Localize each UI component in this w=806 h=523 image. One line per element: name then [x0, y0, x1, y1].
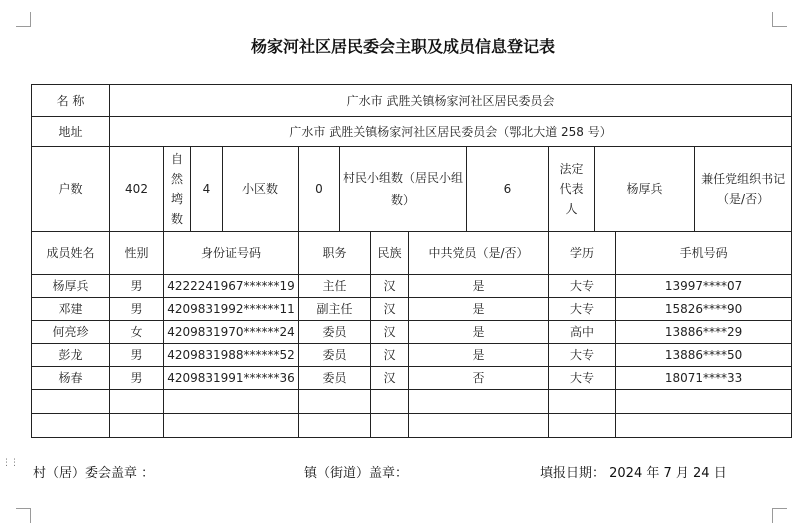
cell-phone: 13886****50 [616, 344, 792, 367]
cell-gender: 男 [110, 367, 164, 390]
table-row [32, 367, 792, 390]
cell-name: 彭龙 [32, 344, 110, 367]
cell-education: 高中 [549, 321, 616, 344]
header-party-member: 中共党员（是/否） [409, 232, 549, 275]
table-row [32, 298, 792, 321]
cell-ethnicity: 汉 [371, 275, 409, 298]
address-label: 地址 [32, 117, 110, 147]
small-districts-label: 小区数 [223, 147, 299, 232]
cell-phone: 13997****07 [616, 275, 792, 298]
header-phone: 手机号码 [616, 232, 792, 275]
crop-mark-bottom-right [772, 508, 787, 523]
empty-row [32, 414, 792, 438]
name-value: 广水市 武胜关镇杨家河社区居民委员会 [110, 85, 792, 117]
village-groups-label: 村民小组数（居民小组数） [340, 147, 467, 232]
cell-id-number: 4209831988******52 [164, 344, 299, 367]
cell-party-member: 是 [409, 344, 549, 367]
cell-name: 杨春 [32, 367, 110, 390]
address-value: 广水市 武胜关镇杨家河社区居民委员会（鄂北大道 258 号） [110, 117, 792, 147]
crop-mark-top-left [16, 12, 31, 27]
crop-mark-top-right [772, 12, 787, 27]
cell-party-member: 否 [409, 367, 549, 390]
header-name: 成员姓名 [32, 232, 110, 275]
cell-name: 杨厚兵 [32, 275, 110, 298]
legal-rep-value: 杨厚兵 [595, 147, 695, 232]
empty-row [32, 390, 792, 414]
cell-id-number: 4209831992******11 [164, 298, 299, 321]
cell-position: 委员 [299, 344, 371, 367]
header-id-number: 身份证号码 [164, 232, 299, 275]
cell-name: 何亮珍 [32, 321, 110, 344]
cell-name: 邓建 [32, 298, 110, 321]
table-row [32, 275, 792, 298]
header-position: 职务 [299, 232, 371, 275]
header-gender: 性别 [110, 232, 164, 275]
natural-villages-label: 自然塆数 [164, 147, 191, 232]
party-secretary-label: 兼任党组织书记（是/否） [695, 147, 792, 232]
cell-party-member: 是 [409, 275, 549, 298]
header-ethnicity: 民族 [371, 232, 409, 275]
cell-ethnicity: 汉 [371, 344, 409, 367]
cell-party-member: 是 [409, 321, 549, 344]
cell-ethnicity: 汉 [371, 298, 409, 321]
cell-gender: 男 [110, 275, 164, 298]
cell-education: 大专 [549, 275, 616, 298]
name-label: 名 称 [32, 85, 110, 117]
cell-ethnicity: 汉 [371, 321, 409, 344]
cell-education: 大专 [549, 344, 616, 367]
natural-villages-value: 4 [191, 147, 223, 232]
cell-phone: 13886****29 [616, 321, 792, 344]
cell-ethnicity: 汉 [371, 367, 409, 390]
cell-position: 委员 [299, 321, 371, 344]
cell-gender: 男 [110, 298, 164, 321]
cell-position: 委员 [299, 367, 371, 390]
cell-id-number: 4222241967******19 [164, 275, 299, 298]
cell-party-member: 是 [409, 298, 549, 321]
registration-table [31, 84, 792, 438]
cell-gender: 女 [110, 321, 164, 344]
page-title: 杨家河社区居民委会主职及成员信息登记表 [250, 37, 555, 56]
cell-position: 主任 [299, 275, 371, 298]
legal-rep-label: 法定代表人 [549, 147, 595, 232]
table-row [32, 321, 792, 344]
cell-gender: 男 [110, 344, 164, 367]
cell-phone: 15826****90 [616, 298, 792, 321]
header-education: 学历 [549, 232, 616, 275]
town-seal-label: 镇（街道）盖章： [304, 466, 409, 481]
cell-id-number: 4209831991******36 [164, 367, 299, 390]
small-districts-value: 0 [299, 147, 340, 232]
cell-id-number: 4209831970******24 [164, 321, 299, 344]
drag-handle-icon[interactable]: ⋮⋮ [2, 458, 18, 468]
table-row [32, 344, 792, 367]
cell-position: 副主任 [299, 298, 371, 321]
households-value: 402 [110, 147, 164, 232]
fill-date: 填报日期： 2024 年 7 月 24 日 [540, 466, 727, 481]
cell-phone: 18071****33 [616, 367, 792, 390]
village-groups-value: 6 [467, 147, 549, 232]
cell-education: 大专 [549, 298, 616, 321]
households-label: 户数 [32, 147, 110, 232]
cell-education: 大专 [549, 367, 616, 390]
crop-mark-bottom-left [16, 508, 31, 523]
village-seal-label: 村（居）委会盖章 ： [33, 466, 155, 481]
